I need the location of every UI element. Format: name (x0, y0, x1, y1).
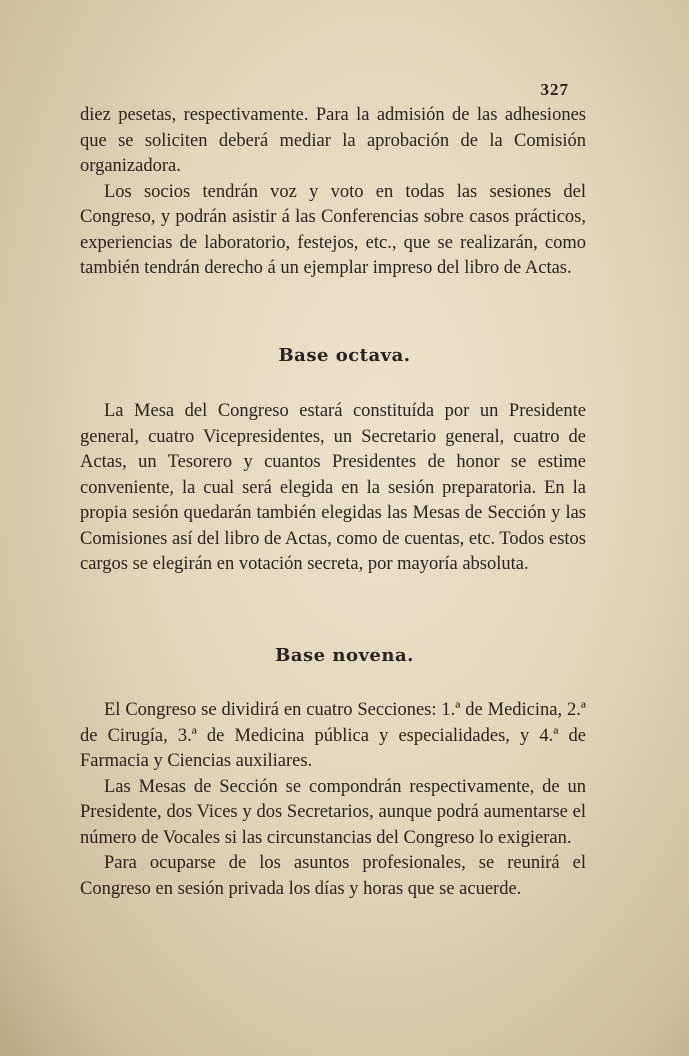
text-block-continuation (80, 103, 586, 282)
text-block-base-octava (80, 399, 586, 578)
paragraph-asuntos-profesionales: Para ocuparse de los asuntos profesionales, se reunirá el Congreso en sesión privada los días y horas que se acuerde. (80, 853, 586, 899)
section-heading-base-octava: Base octava. (278, 345, 411, 366)
paragraph-secciones: El Congreso se dividirá en cuatro Secciones: 1.ª de Medicina, 2.ª de Cirugía, 3.ª de Medicina pública y especialidades, y 4.ª de Farmacia y Ciencias auxiliares. (80, 700, 586, 771)
paragraph-mesa-congreso: La Mesa del Congreso estará constituída por un Presidente general, cuatro Vicepresidentes, un Secretario general, cuatro de Actas, un Tesorero y cuantos Presidentes de honor se estime conveniente, la cual será elegida en la sesión preparatoria. En la propia sesión quedarán también elegidas las Mesas de Sección y las Comisiones así del libro de Actas, como de cuentas, etc. Todos estos cargos se elegirán en votación secreta, por mayoría absoluta. (80, 401, 586, 574)
paragraph-adhesiones: diez pesetas, respectivamente. Para la admisión de las adhesiones que se soliciten deberá mediar la aprobación de la Comisión organizadora. (80, 105, 586, 176)
text-block-base-novena (80, 698, 586, 902)
page-number: 327 (540, 80, 569, 99)
paragraph-socios: Los socios tendrán voz y voto en todas las sesiones del Congreso, y podrán asistir á las Conferencias sobre casos prácticos, experiencias de laboratorio, festejos, etc., que se realizarán, como también tendrán derecho á un ejemplar impreso del libro de Actas. (80, 181, 586, 278)
section-heading-base-novena: Base novena. (275, 645, 414, 666)
paragraph-mesas-seccion: Las Mesas de Sección se compondrán respectivamente, de un Presidente, dos Vices y dos Secretarios, aunque podrá aumentarse el número de Vocales si las circunstancias del Congreso lo exigieran. (80, 776, 586, 848)
